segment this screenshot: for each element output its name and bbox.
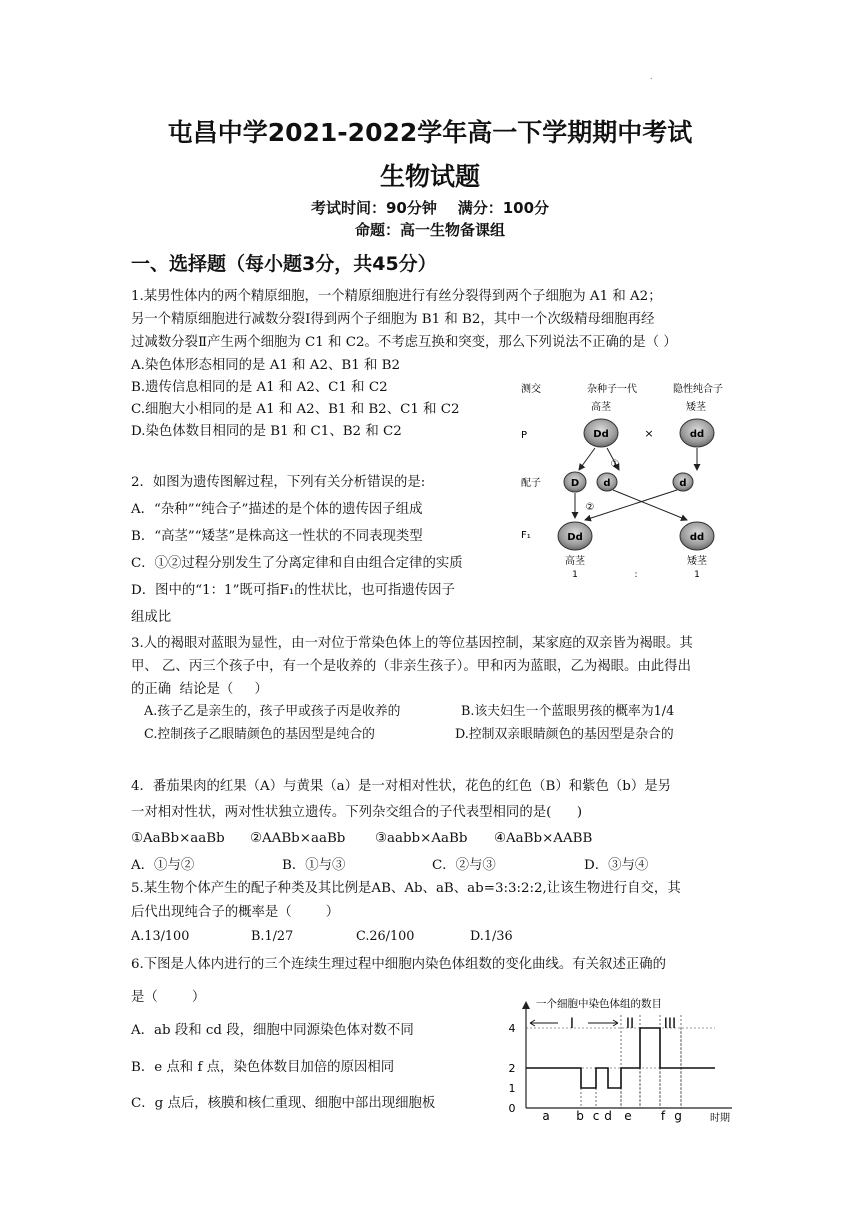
x-point-label: b [576, 1109, 584, 1123]
f1-left-label: Dd [567, 532, 583, 543]
section-title: 一、选择题（每小题3分，共45分） [131, 253, 437, 275]
corner-dot: . [650, 72, 653, 81]
step2-label: ② [585, 502, 595, 513]
arrow-p-to-D [579, 448, 595, 470]
ratio-colon: : [634, 570, 638, 580]
ratio-left: 1 [572, 570, 578, 580]
step1-label: ① [610, 459, 620, 470]
q4-combo: ④AaBb×AABB [494, 831, 593, 846]
q2-option: D．图中的“1：1”既可指F₁的性状比，也可指遗传因子 [131, 583, 455, 598]
q1-line: 1.某男性体内的两个精原细胞，一个精原细胞进行有丝分裂得到两个子细胞为 A1 和 A2； [131, 289, 662, 304]
q3-option-d: D.控制双亲眼睛颜色的基因型是杂合的 [455, 727, 674, 742]
q2-stem: 2．如图为遗传图解过程，下列有关分析错误的是: [131, 475, 426, 490]
diagram-col3: 隐性纯合子 [673, 384, 723, 395]
diagram-row-f1: F₁ [521, 530, 531, 541]
q3-option-b: B.该夫妇生一个蓝眼男孩的概率为1/4 [461, 704, 675, 719]
diagram-col1: 测交 [521, 384, 541, 395]
q6-option: B．e 点和 f 点，染色体数目加倍的原因相同 [131, 1060, 395, 1075]
q5-option: C.26/100 [356, 929, 415, 944]
q5-option: B.1/27 [251, 929, 294, 944]
diagram-row-p: P [521, 430, 528, 441]
q3-line: 甲、 乙、丙三个孩子中，有一个是收养的（非亲生孩子）。甲和丙为蓝眼，乙为褐眼。由此得出 [131, 659, 691, 674]
q6-line: 6.下图是人体内进行的三个连续生理过程中细胞内染色体组数的变化曲线。有关叙述正确的 [131, 957, 667, 972]
stage-label: I [569, 1016, 575, 1032]
q2-option: A．“杂种”“纯合子”描述的是个体的遗传因子组成 [131, 502, 423, 517]
q4-option: D．③与④ [584, 858, 649, 873]
gamete-recessive-d-label: d [679, 478, 687, 489]
x-point-label: c [592, 1109, 600, 1123]
stage-label: II [625, 1016, 635, 1032]
y-tick-label: 1 [508, 1082, 516, 1095]
diagram-row-gamete: 配子 [521, 478, 541, 489]
exam-author: 命题：高一生物备课组 [354, 221, 505, 239]
q5-option: D.1/36 [470, 929, 513, 944]
diagram-col3-sub: 矮茎 [686, 402, 706, 413]
y-tick-label: 4 [508, 1022, 516, 1035]
q1-option: B.遗传信息相同的是 A1 和 A2、C1 和 C2 [131, 380, 388, 395]
genetic-cross-diagram [515, 378, 760, 583]
x-point-label: e [624, 1109, 632, 1123]
x-point-label: a [542, 1109, 550, 1123]
ratio-right: 1 [694, 570, 700, 580]
exam-title: 屯昌中学2021-2022学年高一下学期期中考试 [167, 118, 693, 147]
q2-option: 组成比 [131, 610, 172, 625]
q3-line: 的正确 结论是（ ） [131, 682, 268, 697]
q4-option: C．②与③ [432, 858, 496, 873]
q2-option: B．“高茎”“矮茎”是株高这一性状的不同表现类型 [131, 529, 423, 544]
arrow-d-to-F1-dd [613, 490, 687, 520]
q3-option-a: A.孩子乙是亲生的，孩子甲或孩子丙是收养的 [144, 704, 401, 719]
q5-option: A.13/100 [131, 929, 190, 944]
x-axis-label: 时期 [710, 1113, 730, 1124]
chart-title: 一个细胞中染色体组的数目 [536, 998, 662, 1010]
diagram-col2: 杂种子一代 [587, 384, 637, 395]
parent-left-label: Dd [593, 429, 609, 440]
q5-line: 5.某生物个体产生的配子种类及其比例是AB、Ab、aB、ab=3:3:2:2,让该生物进行自交，其 [131, 881, 681, 896]
q1-line: 另一个精原细胞进行减数分裂Ⅰ得到两个子细胞为 B1 和 B2，其中一个次级精母细胞再经 [131, 312, 655, 327]
f1-right-label: dd [689, 532, 705, 543]
cross-symbol: × [644, 427, 654, 440]
y-tick-label: 2 [508, 1062, 516, 1075]
parent-right-label: dd [689, 429, 705, 440]
f1-right-phenotype: 矮茎 [687, 556, 707, 567]
x-point-label: d [604, 1109, 612, 1123]
q2-option: C．①②过程分别发生了分离定律和自由组合定律的实质 [131, 556, 463, 571]
q4-line: 4．番茄果肉的红果（A）与黄果（a）是一对相对性状，花色的红色（B）和紫色（b）是另 [131, 779, 672, 794]
q6-line: 是（ ） [131, 990, 206, 1005]
q1-option: D.染色体数目相同的是 B1 和 C1、B2 和 C2 [131, 424, 402, 439]
q6-option: C．g 点后，核膜和核仁重现、细胞中部出现细胞板 [131, 1096, 436, 1111]
q4-combo: ①AaBb×aaBb [131, 831, 225, 846]
y-tick-label: 0 [508, 1102, 516, 1115]
q1-option: A.染色体形态相同的是 A1 和 A2、B1 和 B2 [131, 358, 400, 373]
q1-option: C.细胞大小相同的是 A1 和 A2、B1 和 B2、C1 和 C2 [131, 402, 460, 417]
q6-option: A．ab 段和 cd 段，细胞中同源染色体对数不同 [131, 1023, 414, 1038]
stage-label: III [663, 1016, 677, 1032]
series-line [526, 1028, 715, 1088]
q4-combo: ③aabb×AaBb [375, 831, 468, 846]
arrow-recessive-to-F1-Dd [585, 490, 677, 520]
diagram-col2-sub: 高茎 [591, 402, 611, 413]
exam-subtitle: 生物试题 [379, 162, 480, 191]
q5-line: 后代出现纯合子的概率是（ ） [131, 905, 340, 920]
q4-line: 一对相对性状，两对性状独立遗传。下列杂交组合的子代表型相同的是( ) [131, 805, 583, 820]
q4-option: A．①与② [131, 858, 195, 873]
q4-option: B．①与③ [282, 858, 346, 873]
x-point-label: f [660, 1109, 666, 1123]
chromosome-set-chart [500, 993, 752, 1128]
q4-combo: ②AABb×aaBb [250, 831, 346, 846]
y-axis-arrow [522, 1001, 530, 1009]
gamete-d-label: d [603, 478, 611, 489]
q1-line: 过减数分裂Ⅱ产生两个细胞为 C1 和 C2。不考虑互换和突变，那么下列说法不正确的是（ ） [131, 335, 677, 350]
q3-option-c: C.控制孩子乙眼睛颜色的基因型是纯合的 [144, 727, 375, 742]
x-point-label: g [674, 1109, 682, 1123]
exam-info: 考试时间：90分钟 满分：100分 [310, 199, 550, 217]
gamete-D-label: D [570, 478, 580, 489]
f1-left-phenotype: 高茎 [565, 556, 585, 567]
q3-line: 3.人的褐眼对蓝眼为显性，由一对位于常染色体上的等位基因控制，某家庭的双亲皆为褐眼。其 [131, 636, 693, 651]
